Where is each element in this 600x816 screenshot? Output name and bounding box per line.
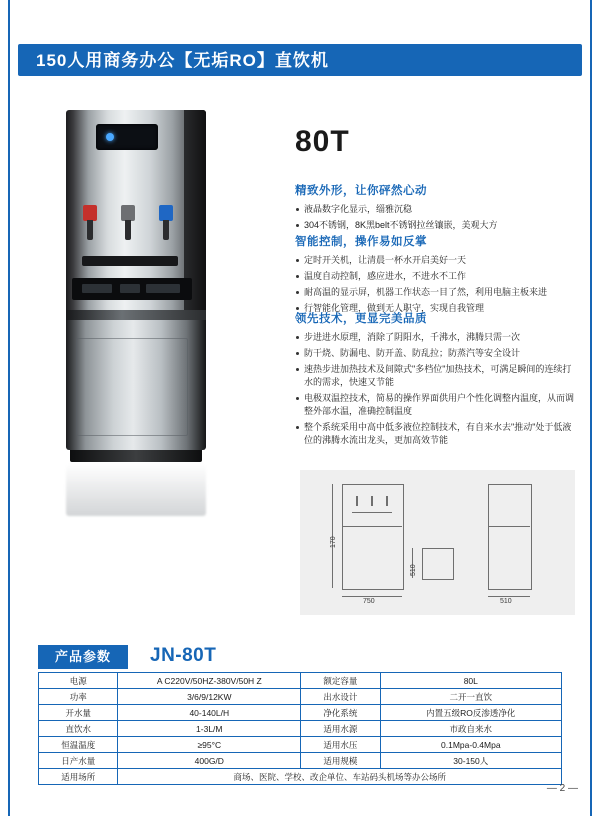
feature-heading: 领先技术，更显完美品质 [295, 313, 427, 325]
dimension-drawings [300, 470, 575, 615]
spec-value: 30-150人 [380, 753, 561, 769]
front-view-tap-3 [386, 496, 388, 506]
spec-value: 80L [380, 673, 561, 689]
spec-value: A C220V/50HZ-380V/50H Z [118, 673, 301, 689]
page-number: — 2 — [546, 783, 578, 794]
dispenser-upper-cabinet [66, 110, 206, 310]
product-model-title: 80T [295, 125, 350, 158]
side-width-label: 510 [500, 598, 512, 605]
spec-key: 净化系统 [301, 705, 380, 721]
plan-view-outline [422, 548, 454, 580]
feature-item: 防干烧、防漏电、防开盖、防乱拉；防蒸汽等安全设计 [295, 347, 575, 360]
front-view-tap-2 [371, 496, 373, 506]
feature-item: 速热步进加热技术及间隙式"多档位"加热技术，可满足瞬间的连续打水的需求，快速又节能 [295, 363, 575, 389]
spec-key: 适用场所 [39, 769, 118, 785]
table-row-last [39, 769, 562, 785]
spec-key: 额定容量 [301, 673, 380, 689]
front-width-label: 750 [363, 598, 375, 605]
cabinet-door-outline [76, 338, 188, 436]
feature-heading: 智能控制，操作易如反掌 [295, 236, 427, 248]
drip-tray [82, 256, 178, 266]
power-led-icon [106, 133, 114, 141]
table-row [39, 673, 562, 689]
spec-key: 功率 [39, 689, 118, 705]
cold-water-tap-icon [158, 205, 174, 245]
dispenser-lower-cabinet [66, 320, 206, 450]
front-view-shelf-line [342, 526, 402, 527]
spec-value: 0.1Mpa-0.4Mpa [380, 737, 561, 753]
right-edge-rule [590, 0, 592, 816]
dispenser-base [70, 450, 202, 462]
hot-water-tap-icon [82, 205, 98, 245]
display-badge [96, 124, 158, 150]
dispenser-illustration [66, 110, 206, 462]
spec-key: 恒温温度 [39, 737, 118, 753]
spec-key: 直饮水 [39, 721, 118, 737]
product-photo [48, 100, 248, 520]
side-width-dim-line [488, 596, 530, 597]
feature-item: 304不锈钢，8K黑belt不锈钢拉丝镶嵌，美观大方 [295, 219, 575, 232]
left-edge-rule [8, 0, 10, 816]
spec-key: 适用规模 [301, 753, 380, 769]
feature-item: 电极双温控技术，简易的操作界面供用户个性化调整内温度，从而调整外部水温，准确控制温度 [295, 392, 575, 418]
feature-block-2 [295, 233, 575, 318]
table-row [39, 721, 562, 737]
spec-table [38, 672, 562, 785]
photo-reflection [66, 464, 206, 516]
feature-item: 温度自动控制，感应进水，不进水不工作 [295, 270, 575, 283]
spec-value: 1-3L/M [118, 721, 301, 737]
feature-block-3 [295, 310, 575, 450]
spec-value: 400G/D [118, 753, 301, 769]
spec-value: 内置五级RO反渗透净化 [380, 705, 561, 721]
front-view-outline [342, 484, 404, 590]
tap-row [82, 205, 178, 247]
spec-key: 开水量 [39, 705, 118, 721]
spec-value: ≥95°C [118, 737, 301, 753]
feature-item: 液晶数字化显示，缁雅沉稳 [295, 203, 575, 216]
table-row [39, 737, 562, 753]
spec-title: 产品参数 [54, 649, 111, 664]
spec-value: 3/6/9/12KW [118, 689, 301, 705]
feature-item: 步进进水原理，消除了阴阳水，千沸水，沸腾只需一次 [295, 331, 575, 344]
table-row [39, 705, 562, 721]
spec-key: 出水设计 [301, 689, 380, 705]
cabinet-mid-band [66, 310, 206, 320]
front-view-tray [352, 512, 392, 513]
spec-key: 适用水压 [301, 737, 380, 753]
table-row [39, 753, 562, 769]
spec-model: JN-80T [150, 645, 217, 666]
feature-item: 整个系统采用中高中低多液位控制技术，有自来水去"推动"处于低液位的沸腾水流出龙头，更加高效节能 [295, 421, 575, 447]
spec-key: 适用水源 [301, 721, 380, 737]
spec-value: 市政自来水 [380, 721, 561, 737]
front-width-dim-line [342, 596, 402, 597]
side-view-shelf-line [488, 526, 530, 527]
warm-water-tap-icon [120, 205, 136, 245]
plan-depth-label: 510 [410, 564, 417, 576]
header-banner-title: 150人用商务办公【无垢RO】直饮机 [36, 51, 329, 70]
feature-block-1 [295, 182, 575, 235]
spec-key: 日产水量 [39, 753, 118, 769]
spec-value: 商场、医院、学校、改企单位、车站码头机场等办公场所 [118, 769, 562, 785]
feature-item: 定时开关机，让清晨一杯水开启美好一天 [295, 254, 575, 267]
front-height-label: 170 [330, 536, 337, 548]
feature-item: 耐高温的显示屏，机器工作状态一目了然，利用电脑主板来进 [295, 286, 575, 299]
spec-value: 40-140L/H [118, 705, 301, 721]
table-row [39, 689, 562, 705]
spec-key: 电源 [39, 673, 118, 689]
feature-item: 行智能化管理，做到无人职守，实现自我管理 [295, 302, 575, 315]
spec-value: 二开一直饮 [380, 689, 561, 705]
front-view-tap-1 [356, 496, 358, 506]
control-panel [72, 278, 192, 300]
feature-heading: 精致外形，让你砰然心动 [295, 185, 427, 197]
side-view-outline [488, 484, 532, 590]
